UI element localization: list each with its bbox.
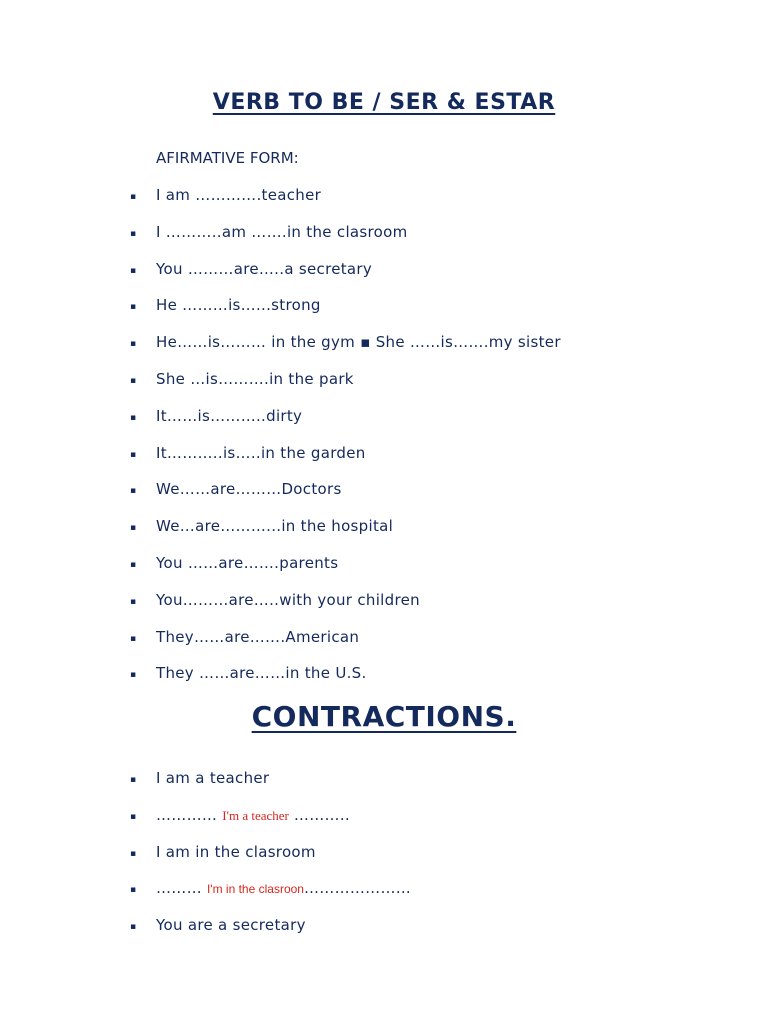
list-item xyxy=(0,915,768,952)
bullet-icon: ▪ xyxy=(130,633,137,644)
bullet-icon: ▪ xyxy=(130,412,137,423)
bullet-icon: ▪ xyxy=(130,811,137,822)
list-item-text xyxy=(156,878,411,899)
list-item-text xyxy=(156,915,306,935)
bullet-icon: ▪ xyxy=(130,922,137,933)
list-item xyxy=(0,185,768,222)
contractions-list xyxy=(0,768,768,952)
list-item-text: We…are………...in the hospital xyxy=(156,517,394,536)
item-dots-after: ………………… xyxy=(303,879,412,898)
answer-text: I'm in the clasroon xyxy=(206,882,304,897)
list-item-text: He……is……… in the gym ▪ She ……is…….my sister xyxy=(156,333,561,352)
bullet-icon: ▪ xyxy=(130,192,137,202)
list-item xyxy=(0,842,768,879)
list-item xyxy=(0,443,768,480)
list-item xyxy=(0,553,768,590)
list-item-text: You ………are…..a secretary xyxy=(156,259,373,278)
bullet-icon: ▪ xyxy=(130,596,137,607)
list-item-text: We……are………Doctors xyxy=(156,480,342,499)
list-item xyxy=(0,516,768,553)
item-text: I am a teacher xyxy=(156,769,270,787)
bullet-icon: ▪ xyxy=(130,559,137,570)
page-title-text: VERB TO BE / SER & ESTAR xyxy=(212,90,556,115)
list-item-text: You………are…..with your children xyxy=(156,590,420,609)
bullet-icon: ▪ xyxy=(130,486,137,497)
list-item-text xyxy=(156,805,350,826)
list-item xyxy=(0,479,768,516)
list-item-text: It……is………..dirty xyxy=(156,406,303,425)
list-item xyxy=(0,295,768,332)
contractions-title-text: CONTRACTIONS. xyxy=(251,700,517,733)
list-item xyxy=(0,878,768,915)
bullet-icon: ▪ xyxy=(130,339,137,350)
list-item-text: He ………is…...strong xyxy=(156,296,321,315)
page-title xyxy=(0,90,768,115)
bullet-icon: ▪ xyxy=(130,848,137,859)
bullet-icon: ▪ xyxy=(130,523,137,534)
list-item xyxy=(0,663,768,700)
contractions-title xyxy=(0,700,768,733)
list-item-text xyxy=(156,842,316,862)
bullet-icon: ▪ xyxy=(130,302,137,313)
list-item-text: I am ………….teacher xyxy=(156,186,322,204)
list-item-text: They ……are……in the U.S. xyxy=(156,664,367,683)
answer-text: I'm a teacher xyxy=(222,807,289,823)
list-item xyxy=(0,627,768,664)
bullet-icon: ▪ xyxy=(130,265,137,276)
item-dots-after: ……….. xyxy=(288,805,350,824)
list-item xyxy=(0,406,768,443)
bullet-icon: ▪ xyxy=(130,885,137,896)
list-item xyxy=(0,369,768,406)
affirmative-heading: AFIRMATIVE FORM: xyxy=(156,149,299,167)
affirmative-list xyxy=(0,185,768,700)
list-item-text: She …is……….in the park xyxy=(156,369,354,388)
bullet-icon: ▪ xyxy=(130,449,137,460)
list-item xyxy=(0,222,768,259)
bullet-icon: ▪ xyxy=(130,775,137,785)
list-item xyxy=(0,590,768,627)
item-dots-before: ……… xyxy=(156,879,207,898)
item-text: You are a secretary xyxy=(156,916,306,935)
bullet-icon: ▪ xyxy=(130,670,137,681)
list-item xyxy=(0,805,768,842)
bullet-icon: ▪ xyxy=(130,375,137,386)
item-dots-before: ………… xyxy=(156,805,223,824)
list-item-text: It………..is…..in the garden xyxy=(156,443,366,462)
list-item-text: You ……are…….parents xyxy=(156,553,339,572)
bullet-icon: ▪ xyxy=(130,228,137,239)
list-item-text: They……are…….American xyxy=(156,627,360,646)
list-item xyxy=(0,332,768,369)
list-item xyxy=(0,768,768,805)
list-item-text: I ………..am …….in the clasroom xyxy=(156,222,408,241)
list-item-text xyxy=(156,768,269,788)
item-text: I am in the clasroom xyxy=(156,842,316,861)
list-item xyxy=(0,259,768,296)
